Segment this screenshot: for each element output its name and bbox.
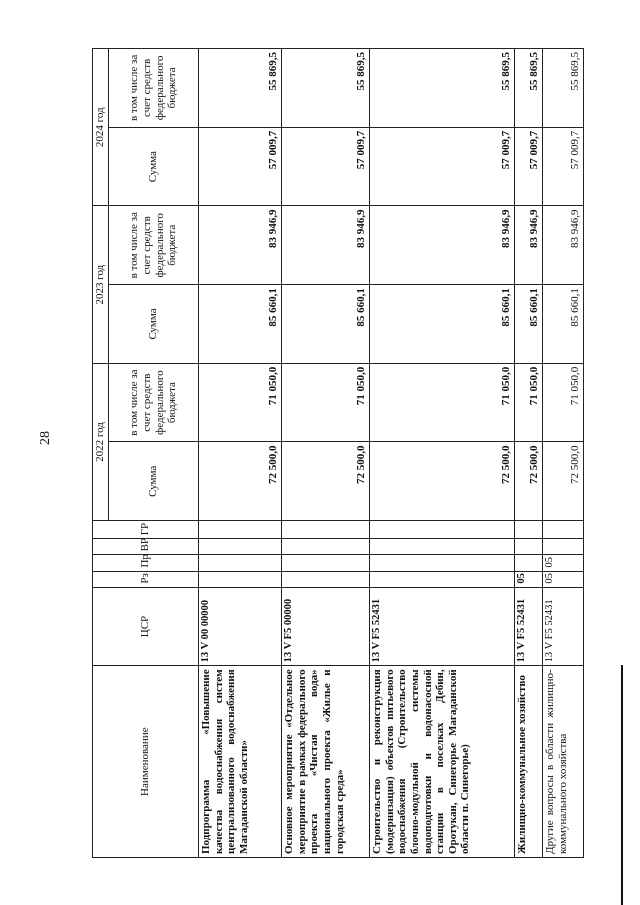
col-header-sum-2024: Сумма — [109, 127, 199, 206]
row-sum-2023: 85 660,1 — [515, 285, 543, 364]
row-name: Другие вопросы в области жилищно-коммунального хозяйства — [543, 666, 584, 858]
col-header-federal-2023: в том числе за счет средств федерального бюджета — [109, 206, 199, 285]
row-pr — [199, 555, 282, 571]
row-federal-2024: 55 869,5 — [370, 49, 515, 128]
row-federal-2022: 71 050,0 — [282, 363, 370, 442]
row-csr: 13 V F5 00000 — [282, 587, 370, 666]
row-federal-2024: 55 869,5 — [199, 49, 282, 128]
row-csr: 13 V 00 00000 — [199, 587, 282, 666]
row-sum-2022: 72 500,0 — [543, 442, 584, 521]
row-sum-2024: 57 009,7 — [515, 127, 543, 206]
col-header-2022: 2022 год — [93, 363, 109, 520]
row-federal-2023: 83 946,9 — [199, 206, 282, 285]
row-federal-2024: 55 869,5 — [282, 49, 370, 128]
row-federal-2024: 55 869,5 — [543, 49, 584, 128]
col-header-2024: 2024 год — [93, 49, 109, 206]
row-gr — [515, 521, 543, 539]
row-pr — [370, 555, 515, 571]
col-header-sum-2023: Сумма — [109, 285, 199, 364]
table-row — [370, 49, 515, 858]
row-vr — [370, 539, 515, 555]
row-sum-2023: 85 660,1 — [199, 285, 282, 364]
row-name: Подпрограмма «Повышение качества водоснабжения систем централизованного водоснабжения Магаданской области» — [199, 666, 282, 858]
col-header-2023: 2023 год — [93, 206, 109, 363]
row-sum-2023: 85 660,1 — [282, 285, 370, 364]
row-sum-2022: 72 500,0 — [515, 442, 543, 521]
row-federal-2022: 71 050,0 — [515, 363, 543, 442]
row-vr — [199, 539, 282, 555]
row-rz: 05 — [515, 571, 543, 587]
row-sum-2023: 85 660,1 — [370, 285, 515, 364]
row-rz — [199, 571, 282, 587]
row-federal-2022: 71 050,0 — [370, 363, 515, 442]
budget-table-wrapper — [92, 48, 582, 858]
row-csr: 13 V F5 52431 — [543, 587, 584, 666]
row-gr — [543, 521, 584, 539]
margin-line — [621, 665, 623, 905]
row-pr: 05 — [543, 555, 584, 571]
row-sum-2024: 57 009,7 — [199, 127, 282, 206]
row-gr — [199, 521, 282, 539]
row-rz: 05 — [543, 571, 584, 587]
table-row — [282, 49, 370, 858]
row-pr — [282, 555, 370, 571]
row-sum-2024: 57 009,7 — [543, 127, 584, 206]
row-rz — [282, 571, 370, 587]
row-sum-2022: 72 500,0 — [370, 442, 515, 521]
col-header-vr: ВР — [93, 539, 199, 555]
col-header-pr: Пр — [93, 555, 199, 571]
row-gr — [282, 521, 370, 539]
row-rz — [370, 571, 515, 587]
col-header-gr: ГР — [93, 521, 199, 539]
row-name: Строительство и реконструкция (модернизация) объектов питьевого водоснабжения (Строительство блочно-модульной системы водоподготовки и водонасосной станции в поселках Дебин, Оротукан, Синегорье Магаданской области п. Синегорье) — [370, 666, 515, 858]
col-header-federal-2024: в том числе за счет средств федерального бюджета — [109, 49, 199, 128]
row-name: Жилищно-коммунальное хозяйство — [515, 666, 543, 858]
row-federal-2022: 71 050,0 — [199, 363, 282, 442]
row-name: Основное мероприятие «Отдельное мероприятие в рамках федерального проекта «Чистая вода» национального проекта «Жилье и городская среда» — [282, 666, 370, 858]
row-sum-2022: 72 500,0 — [282, 442, 370, 521]
row-csr: 13 V F5 52431 — [515, 587, 543, 666]
page-number: 28 — [38, 431, 53, 445]
col-header-name: Наименование — [93, 666, 199, 858]
table-row — [515, 49, 543, 858]
row-gr — [370, 521, 515, 539]
table-row — [199, 49, 282, 858]
row-csr: 13 V F5 52431 — [370, 587, 515, 666]
row-sum-2023: 85 660,1 — [543, 285, 584, 364]
row-federal-2023: 83 946,9 — [282, 206, 370, 285]
row-federal-2022: 71 050,0 — [543, 363, 584, 442]
row-federal-2023: 83 946,9 — [370, 206, 515, 285]
col-header-rz: Рз — [93, 571, 199, 587]
row-federal-2023: 83 946,9 — [515, 206, 543, 285]
row-federal-2023: 83 946,9 — [543, 206, 584, 285]
col-header-sum-2022: Сумма — [109, 442, 199, 521]
row-sum-2024: 57 009,7 — [370, 127, 515, 206]
row-vr — [515, 539, 543, 555]
row-federal-2024: 55 869,5 — [515, 49, 543, 128]
row-vr — [543, 539, 584, 555]
col-header-federal-2022: в том числе за счет средств федерального бюджета — [109, 363, 199, 442]
row-pr — [515, 555, 543, 571]
row-sum-2022: 72 500,0 — [199, 442, 282, 521]
budget-table — [92, 48, 584, 858]
col-header-csr: ЦСР — [93, 587, 199, 666]
row-sum-2024: 57 009,7 — [282, 127, 370, 206]
table-row — [543, 49, 584, 858]
row-vr — [282, 539, 370, 555]
